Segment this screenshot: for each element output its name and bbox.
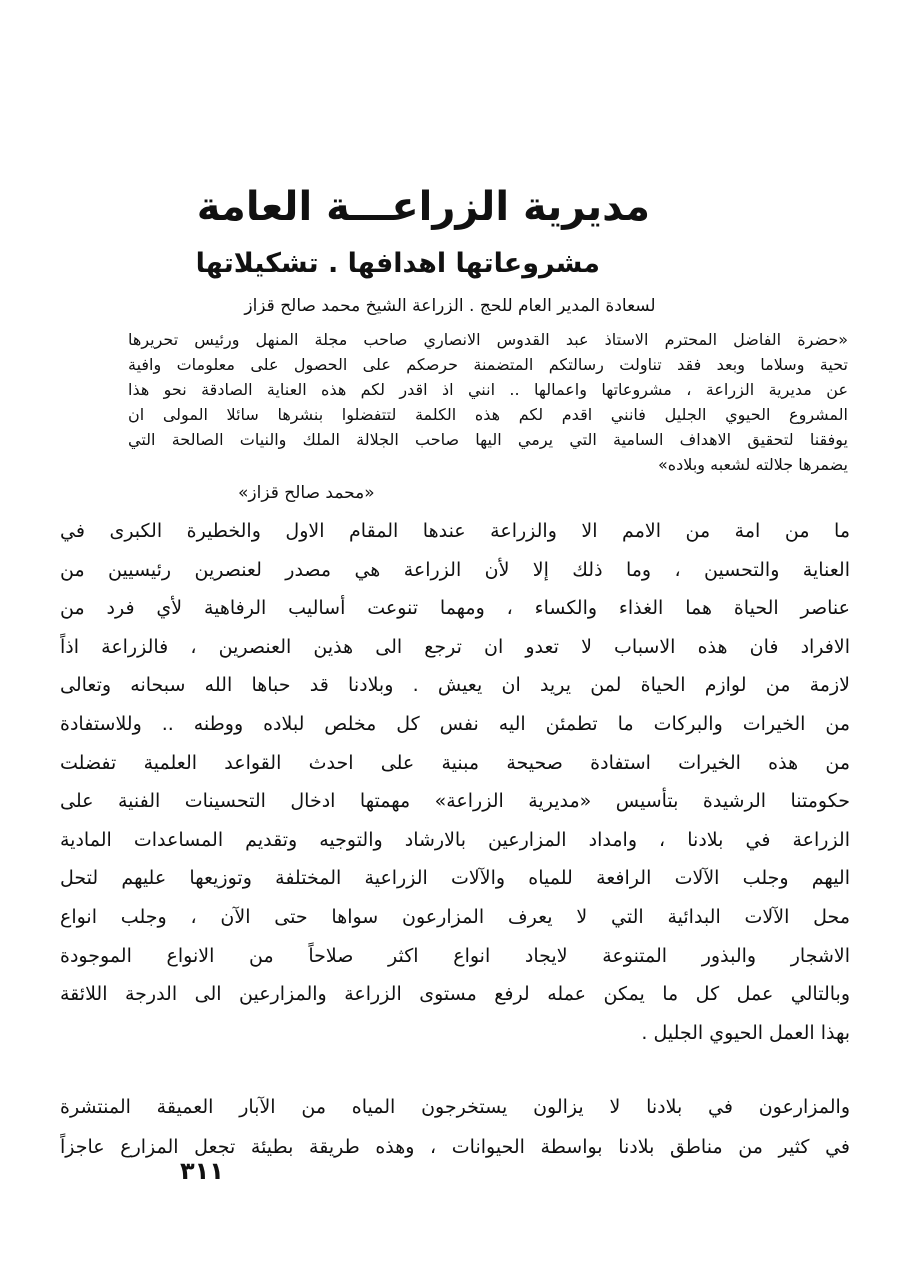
body-line: في كثير من مناطق بلادنا بواسطة الحيوانات ، وهذه طريقة بطيئة تجعل المزارع عاجزاً bbox=[60, 1136, 850, 1158]
intro-line: عن مديرية الزراعة ، مشروعاتها واعمالها .. انني اذ اقدر لكم هذه العناية الصادقة نحو هذا bbox=[128, 380, 848, 399]
intro-signature: «محمد صالح قزاز» bbox=[238, 483, 375, 503]
article-subtitle: مشروعاتها اهدافها . تشكيلاتها bbox=[195, 248, 600, 279]
article-title: مديرية الزراعـــة العامة bbox=[196, 184, 650, 230]
body-line: بهذا العمل الحيوي الجليل . bbox=[641, 1021, 850, 1044]
intro-line: يوفقنا لتحقيق الاهداف السامية التي يرمي اليها صاحب الجلالة الملك والنيات الصالحة التي bbox=[128, 430, 848, 449]
body-line: لازمة من لوازم الحياة لمن يريد ان يعيش . وبلادنا قد حباها الله سبحانه وتعالى bbox=[60, 674, 850, 697]
body-line: اليهم وجلب الآلات الرافعة للمياه والآلات الزراعية المختلفة وتوزيعها عليهم لتحل bbox=[60, 867, 850, 890]
body-line: الاشجار والبذور المتنوعة لايجاد انواع اكثر صلاحاً من الانواع الموجودة bbox=[60, 944, 850, 967]
intro-line: «حضرة الفاضل المحترم الاستاذ عبد القدوس الانصاري صاحب مجلة المنهل ورئيس تحريرها bbox=[128, 330, 848, 349]
body-line: عناصر الحياة هما الغذاء والكساء ، ومهما تنوعت أساليب الرفاهية لأي فرد من bbox=[60, 597, 850, 620]
body-line: محل الآلات البدائية التي لا يعرف المزارعون سواها حتى الآن ، وجلب انواع bbox=[60, 905, 850, 928]
body-line: من هذه الخيرات استفادة صحيحة مبنية على احدث القواعد العلمية تفضلت bbox=[60, 751, 850, 774]
intro-line: يضمرها جلالته لشعبه وبلاده» bbox=[658, 455, 848, 474]
body-paragraph-1 bbox=[60, 512, 850, 1052]
article-byline: لسعادة المدير العام للحج . الزراعة الشيخ محمد صالح قزاز bbox=[244, 296, 656, 316]
page-number: ٣١١ bbox=[180, 1157, 224, 1185]
body-line: من الخيرات والبركات ما تطمئن اليه نفس كل مخلص لبلاده ووطنه .. وللاستفادة bbox=[60, 712, 850, 735]
body-line: والمزارعون في بلادنا لا يزالون يستخرجون المياه من الآبار العميقة المنتشرة bbox=[60, 1096, 850, 1118]
intro-letter bbox=[128, 327, 848, 477]
body-line: ما من امة من الامم الا والزراعة عندها المقام الاول والخطيرة الكبرى في bbox=[60, 520, 850, 542]
body-paragraph-2 bbox=[60, 1087, 850, 1167]
body-line: حكومتنا الرشيدة بتأسيس «مديرية الزراعة» مهمتها ادخال التحسينات الفنية على bbox=[60, 790, 850, 813]
body-line: العناية والتحسين ، وما ذلك إلا لأن الزراعة هي مصدر لعنصرين رئيسيين من bbox=[60, 558, 850, 581]
intro-line: المشروع الحيوي الجليل فانني اقدم لكم هذه الكلمة لتتفضلوا بنشرها سائلا المولى ان bbox=[128, 405, 848, 424]
body-line: الافراد فان هذه الاسباب لا تعدو ان ترجع الى هذين العنصرين ، فالزراعة اذاً bbox=[60, 635, 850, 658]
intro-line: تحية وسلاما وبعد فقد تناولت رسالتكم المتضمنة حرصكم على الحصول على معلومات وافية bbox=[128, 355, 848, 374]
body-line: وبالتالي عمل كل ما يمكن عمله لرفع مستوى الزراعة والمزارعين الى الدرجة اللائقة bbox=[60, 983, 850, 1006]
body-line: الزراعة في بلادنا ، وامداد المزارعين بالارشاد والتوجيه وتقديم المساعدات المادية bbox=[60, 828, 850, 851]
